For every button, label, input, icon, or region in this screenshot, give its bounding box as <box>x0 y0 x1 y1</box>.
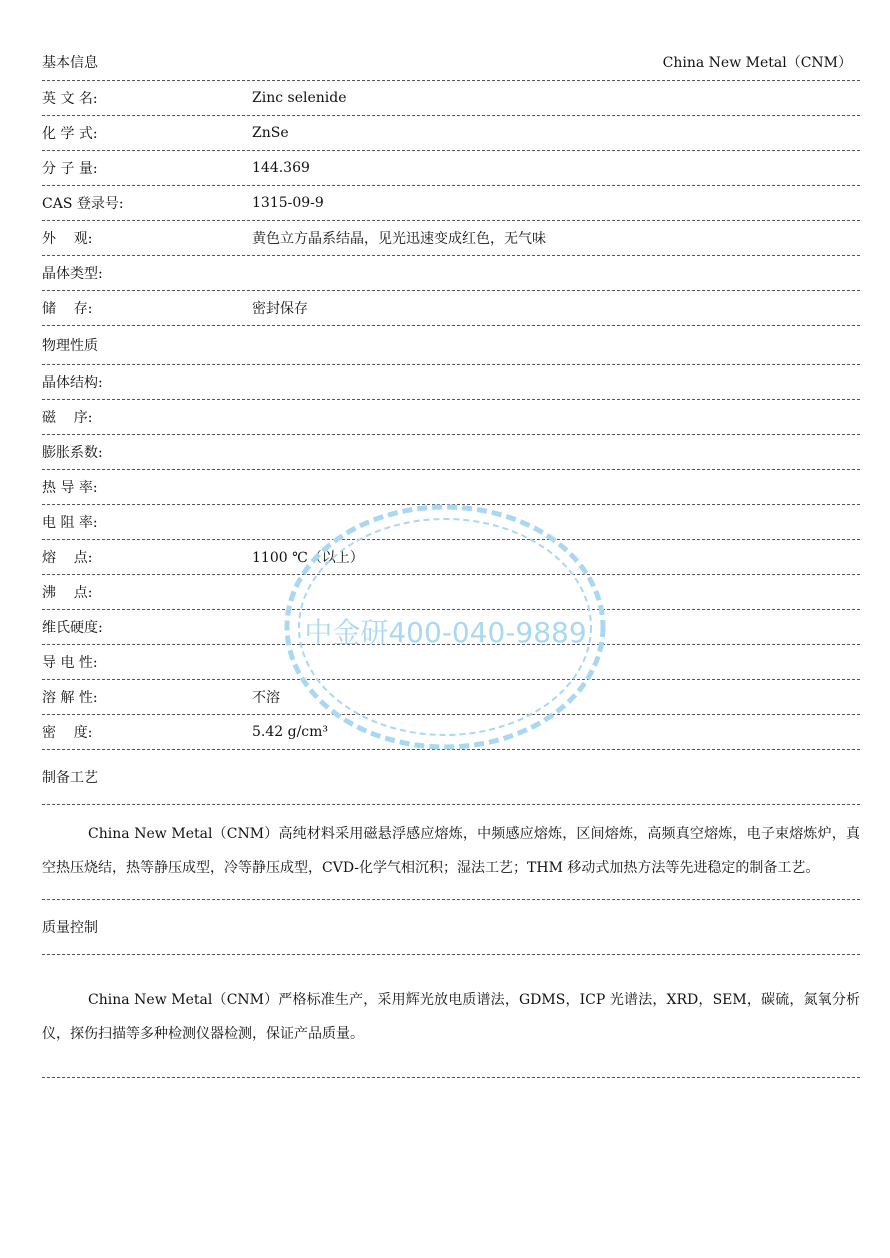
row-label: 英 文 名: <box>42 91 98 107</box>
row-label: 熔 点: <box>42 550 93 566</box>
watermark-text: 中金研400-040-9889 <box>304 616 587 649</box>
info-row <box>42 81 860 116</box>
row-label: 晶体结构: <box>42 375 103 391</box>
basic-info-header <box>42 42 860 81</box>
section-title-quality: 质量控制 <box>42 920 98 936</box>
row-label: 密 度: <box>42 725 93 741</box>
row-value: 1100 ℃（以上） <box>252 550 364 566</box>
info-row <box>42 116 860 151</box>
preparation-paragraph: China New Metal（CNM）高纯材料采用磁悬浮感应熔炼，中频感应熔炼，区间熔炼，高频真空熔炼，电子束熔炼炉，真空热压烧结，热等静压成型，冷等静压成型，CVD-化学气相沉积；湿法工艺；THM 移动式加热方法等先进稳定的制备工艺。 <box>42 805 860 900</box>
row-value: Zinc selenide <box>252 90 347 106</box>
row-value: 黄色立方晶系结晶，见光迅速变成红色，无气味 <box>252 231 546 247</box>
section-title-physical: 物理性质 <box>42 338 98 354</box>
company-name: China New Metal（CNM） <box>662 55 852 71</box>
row-label: 溶 解 性: <box>42 690 98 706</box>
physical-properties-header <box>42 326 860 365</box>
quality-header <box>42 900 860 955</box>
row-label: 外 观: <box>42 231 93 247</box>
row-value: 5.42 g/cm³ <box>252 724 329 740</box>
row-label: 维氏硬度: <box>42 620 103 636</box>
row-value: 144.369 <box>252 160 310 176</box>
row-label: 储 存: <box>42 301 93 317</box>
row-label: 电 阻 率: <box>42 515 98 531</box>
property-row <box>42 470 860 505</box>
property-row <box>42 540 860 575</box>
info-row <box>42 291 860 326</box>
row-label: 磁 序: <box>42 410 93 426</box>
info-row <box>42 151 860 186</box>
info-row <box>42 186 860 221</box>
property-row <box>42 610 860 645</box>
row-label: 化 学 式: <box>42 126 98 142</box>
row-label: CAS 登录号: <box>42 196 124 212</box>
property-row <box>42 400 860 435</box>
row-label: 晶体类型: <box>42 266 103 282</box>
row-label: 沸 点: <box>42 585 93 601</box>
row-label: 热 导 率: <box>42 480 98 496</box>
property-row <box>42 575 860 610</box>
section-title-basic: 基本信息 <box>42 55 98 71</box>
row-value: 1315-09-9 <box>252 195 324 211</box>
quality-paragraph: China New Metal（CNM）严格标准生产，采用辉光放电质谱法，GDMS，ICP 光谱法，XRD，SEM，碳硫，氮氧分析仪，探伤扫描等多种检测仪器检测，保证产品质量。 <box>42 955 860 1078</box>
property-row <box>42 680 860 715</box>
basic-info-table <box>42 81 860 1078</box>
info-row <box>42 256 860 291</box>
property-row <box>42 505 860 540</box>
info-row <box>42 221 860 256</box>
row-value: 密封保存 <box>252 301 308 317</box>
row-label: 膨胀系数: <box>42 445 103 461</box>
row-label: 导 电 性: <box>42 655 98 671</box>
property-row <box>42 715 860 750</box>
section-title-preparation: 制备工艺 <box>42 770 98 786</box>
row-label: 分 子 量: <box>42 161 98 177</box>
property-row <box>42 645 860 680</box>
preparation-header <box>42 750 860 805</box>
property-row <box>42 435 860 470</box>
property-row <box>42 365 860 400</box>
row-value: 不溶 <box>252 690 280 706</box>
row-value: ZnSe <box>252 125 289 141</box>
